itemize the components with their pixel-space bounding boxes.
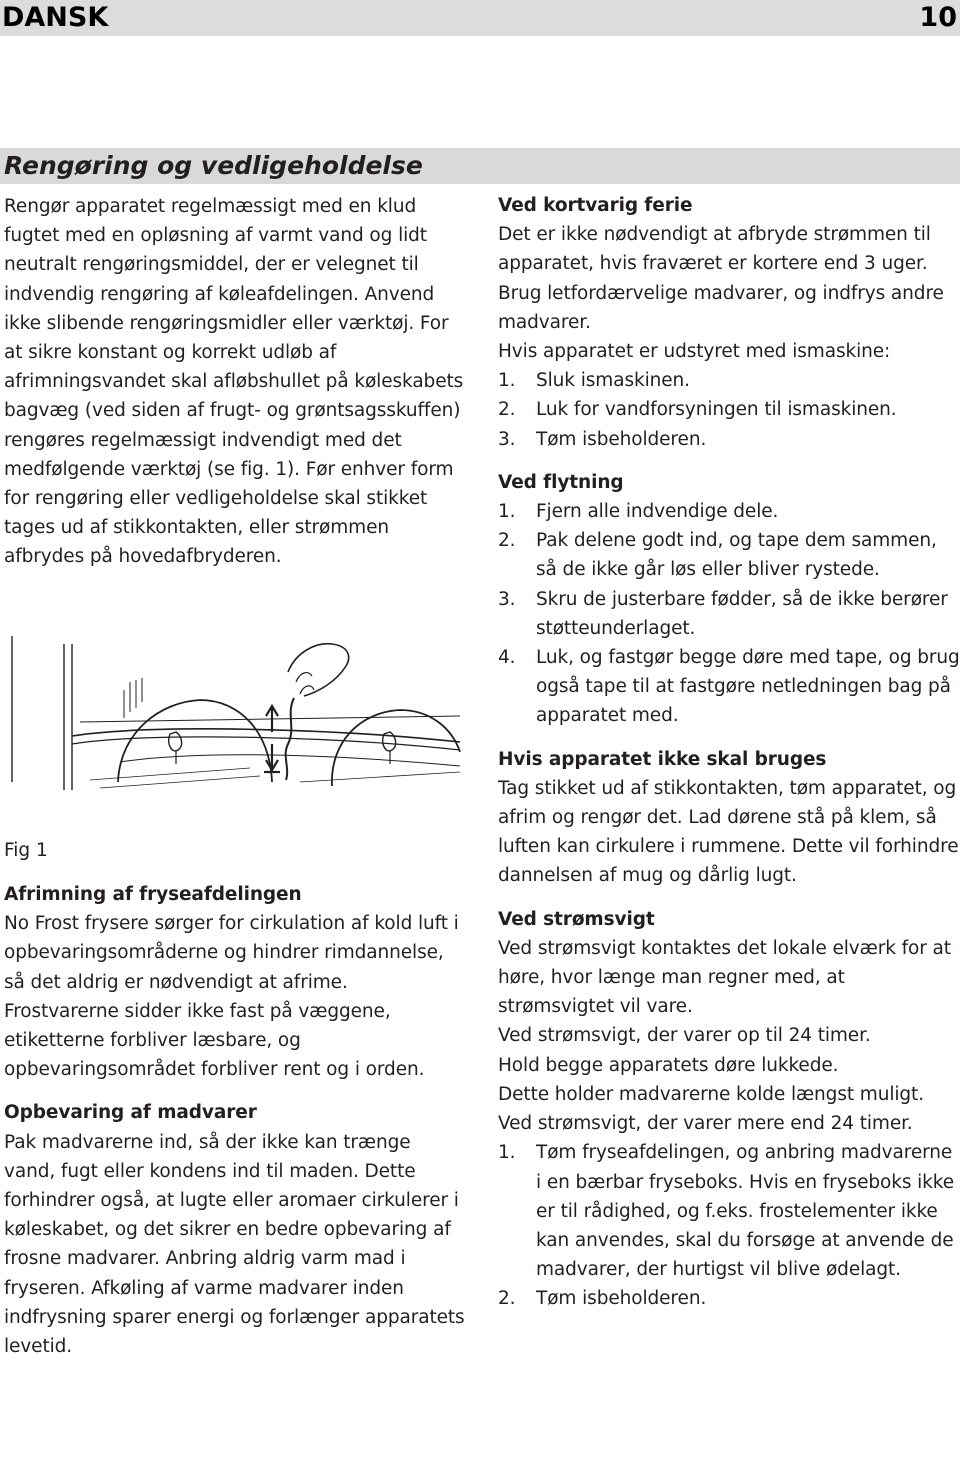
left-column-intro [4,192,466,572]
left-column-lower [4,880,466,1361]
holiday-paragraph-3: Hvis apparatet er udstyret med ismaskine: [498,341,891,363]
intro-paragraph: Rengør apparatet regelmæssigt med en klud fugtet med en opløsning af varmt vand og lidt neutralt rengøringsmiddel, der er velegnet til indvendig rengøring af køleafdelingen. Anvend ikke slibende rengøringsmidler eller værktøj. For at sikre konstant og korrekt udløb af afrimningsvandet skal afløbshullet på køleskabets bagvæg (ved siden af frugt- og grøntsagsskuffen) rengøres regelmæssigt indvendigt med det medfølgende værktøj (se fig. 1). Før enhver form for rengøring eller vedligeholdelse skal stikket tages ud af stikkontakten, eller strømmen afbrydes på hovedafbryderen. [4,196,464,568]
list-item: 1. Sluk ismaskinen. [498,370,690,392]
list-item: 3. Tøm isbeholderen. [498,428,707,450]
defrost-heading: Afrimning af fryseafdelingen [4,884,302,905]
holiday-paragraph-1: Det er ikke nødvendigt at afbryde strømmen til apparatet, hvis fraværet er kortere end 3 uger. [498,224,931,275]
language-label: DANSK [2,2,109,33]
unused-heading: Hvis apparatet ikke skal bruges [498,748,827,770]
page-number: 10 [919,2,957,33]
holiday-heading: Ved kortvarig ferie [498,195,693,216]
drain-hole-cleaning-illustration [0,632,470,792]
outage-list [498,1138,960,1313]
list-item: 2. Tøm isbeholderen. [498,1288,707,1310]
list-item: 1. Tøm fryseafdelingen, og anbring madvarerne i en bærbar fryseboks. Hvis en fryseboks ikke er til rådighed, og f.eks. frostelementer ikke kan anvendes, skal du forsøge at anvende de madvarer, der hurtigst vil blive ødelagt. [498,1142,955,1281]
list-item: 4. Luk, og fastgør begge døre med tape, og brug også tape til at fastgøre netledningen bag på apparatet med. [498,647,960,727]
outage-paragraph-1: Ved strømsvigt kontaktes det lokale elværk for at høre, hvor længe man regner med, at strømsvigtet vil vare. [498,937,951,1018]
figure-caption: Fig 1 [4,840,48,861]
outage-paragraph-2: Ved strømsvigt, der varer op til 24 timer. [498,1025,871,1047]
storage-heading: Opbevaring af madvarer [4,1102,257,1124]
right-column [498,191,960,1314]
unused-paragraph: Tag stikket ud af stikkontakten, tøm apparatet, og afrim og rengør det. Lad dørene stå på klem, så luften kan cirkulere i rummene. Dette vil forhindre dannelsen af mug og dårlig lugt. [498,777,959,887]
defrost-paragraph: No Frost frysere sørger for cirkulation af kold luft i opbevaringsområderne og hindrer rimdannelse, så det aldrig er nødvendigt at afrime. Frostvarerne sidder ikke fast på væggene, etiketterne forbliver læsbare, og opbevaringsområdet forbliver rent og i orden. [4,913,459,1081]
holiday-paragraph-2: Brug letfordærvelige madvarer, og indfrys andre madvarer. [498,282,944,333]
holiday-list [498,366,960,454]
outage-paragraph-3: Hold begge apparatets døre lukkede. [498,1054,839,1076]
page-header [0,0,960,36]
section-title: Rengøring og vedligeholdelse [4,151,423,180]
outage-heading: Ved strømsvigt [498,908,655,930]
list-item: 1. Fjern alle indvendige dele. [498,501,779,523]
outage-paragraph-4: Dette holder madvarerne kolde længst muligt. [498,1083,924,1105]
section-title-bar [0,148,960,184]
list-item: 3. Skru de justerbare fødder, så de ikke berører støtteunderlaget. [498,588,948,639]
storage-paragraph: Pak madvarerne ind, så der ikke kan trænge vand, fugt eller kondens ind til maden. Dette forhindrer også, at lugte eller aromaer cirkulerer i køleskabet, og det sikrer en bedre opbevaring af frosne madvarer. Anbring aldrig varm mad i fryseren. Afkøling af varme madvarer inden indfrysning sparer energi og forlænger apparatets levetid. [4,1131,465,1358]
list-item: 2. Pak delene godt ind, og tape dem sammen, så de ikke går løs eller bliver rystede. [498,530,937,581]
list-item: 2. Luk for vandforsyningen til ismaskinen. [498,399,897,421]
moving-heading: Ved flytning [498,471,624,493]
outage-paragraph-5: Ved strømsvigt, der varer mere end 24 timer. [498,1113,913,1135]
moving-list [498,497,960,731]
